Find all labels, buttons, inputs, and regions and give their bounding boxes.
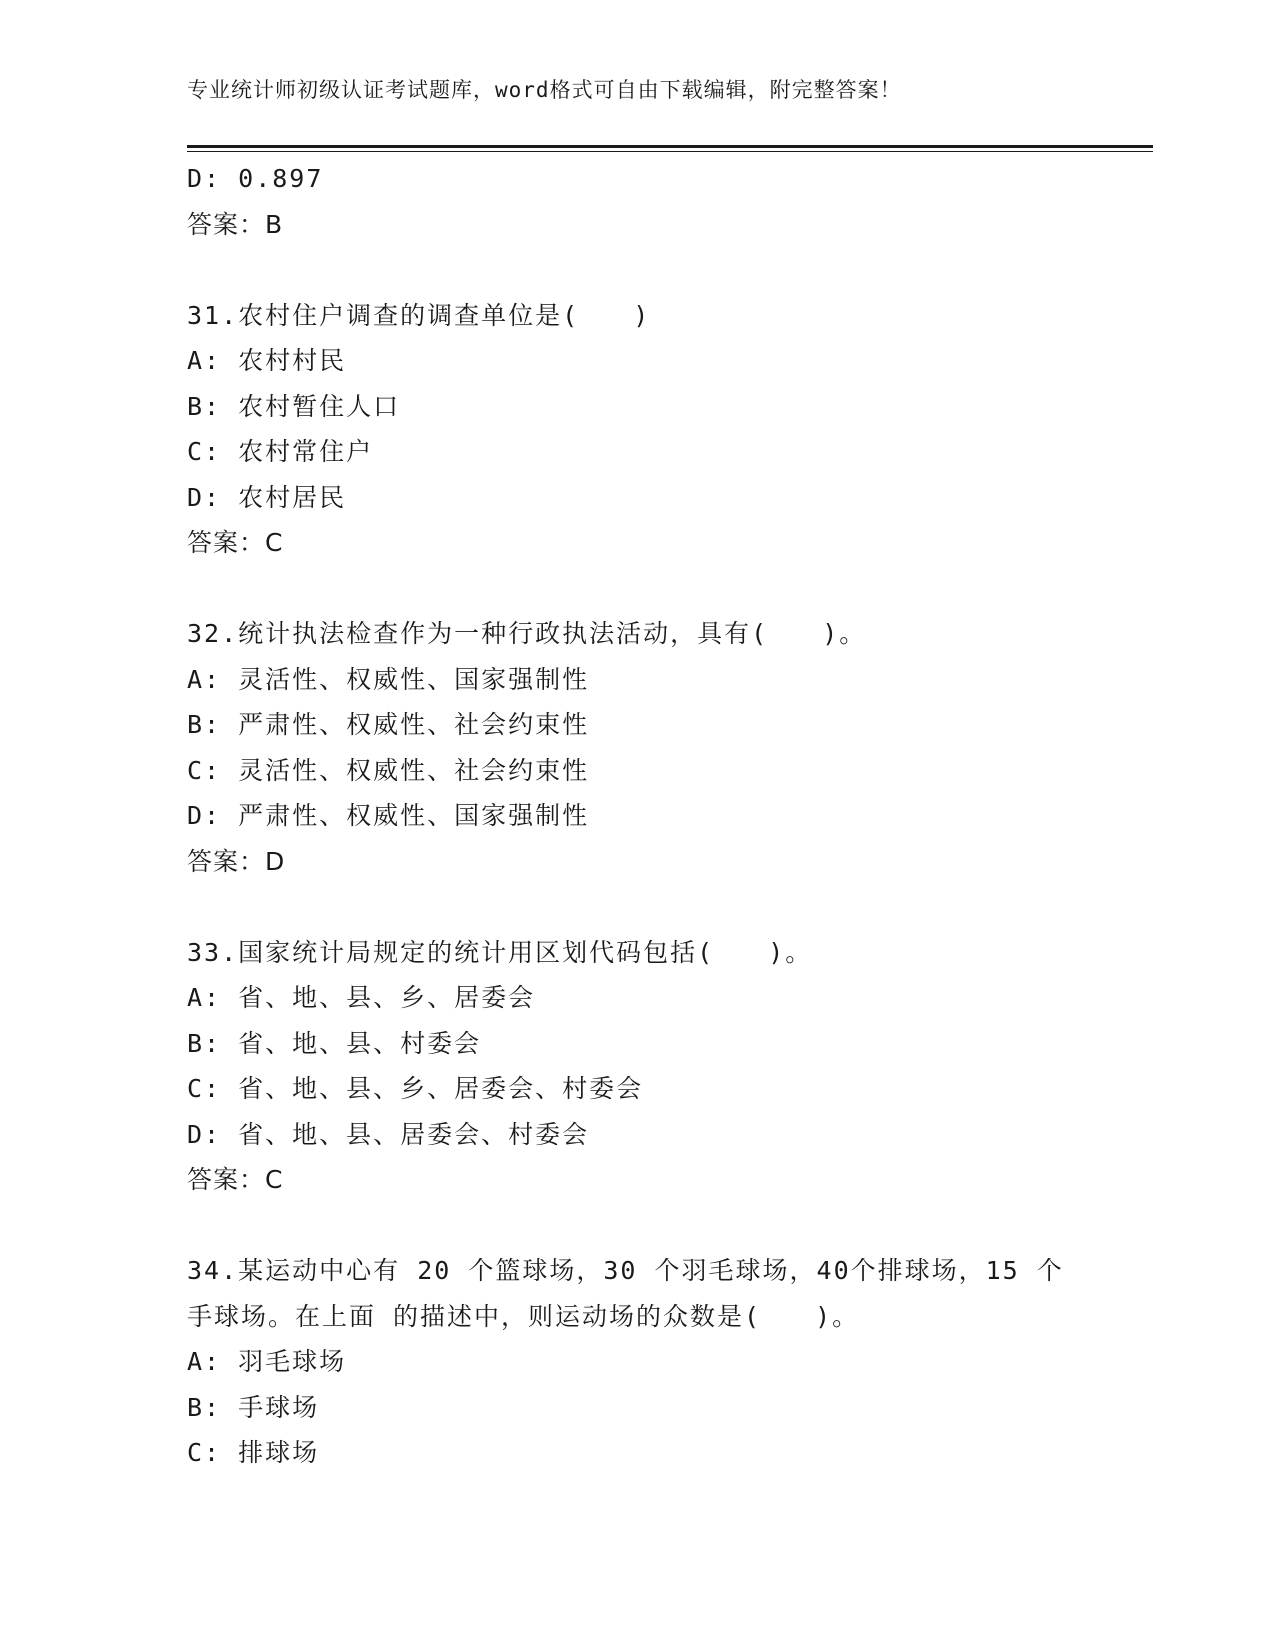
option-a: A: 农村村民	[187, 346, 347, 375]
question-stem-line-2: 手球场。在上面 的描述中，则运动场的众数是( )。	[187, 1301, 860, 1331]
option-d: D: 0.897	[187, 164, 324, 193]
question-33	[187, 930, 1087, 1203]
option-c: C: 排球场	[187, 1438, 320, 1467]
option-a: A: 灵活性、权威性、国家强制性	[187, 664, 590, 694]
spacer	[187, 566, 1087, 612]
option-b: B: 农村暂住人口	[187, 391, 401, 421]
option-b: B: 手球场	[187, 1392, 320, 1422]
option-c: C: 农村常住户	[187, 437, 374, 466]
option-b: B: 省、地、县、村委会	[187, 1028, 482, 1058]
option-a: A: 省、地、县、乡、居委会	[187, 983, 536, 1012]
header-rule-thin	[187, 151, 1153, 152]
option-c: C: 灵活性、权威性、社会约束性	[187, 755, 590, 785]
option-d: D: 农村居民	[187, 482, 347, 512]
spacer	[187, 247, 1087, 293]
question-34	[187, 1248, 1087, 1476]
question-stem: 31.农村住户调查的调查单位是( )	[187, 300, 651, 330]
question-stem-line-1: 34.某运动中心有 20 个篮球场，30 个羽毛球场，40个排球场，15 个	[187, 1256, 1064, 1285]
spacer	[187, 884, 1087, 930]
answer: 答案：B	[187, 209, 284, 239]
answer: 答案：C	[187, 528, 284, 557]
spacer	[187, 1203, 1087, 1249]
document-body	[187, 156, 1087, 1476]
option-b: B: 严肃性、权威性、社会约束性	[187, 710, 590, 739]
answer: 答案：C	[187, 1165, 284, 1194]
question-stem: 32.统计执法检查作为一种行政执法活动，具有( )。	[187, 619, 867, 648]
option-d: D: 省、地、县、居委会、村委会	[187, 1119, 590, 1149]
option-a: A: 羽毛球场	[187, 1347, 347, 1376]
option-d: D: 严肃性、权威性、国家强制性	[187, 801, 590, 830]
question-stem: 33.国家统计局规定的统计用区划代码包括( )。	[187, 937, 813, 967]
option-c: C: 省、地、县、乡、居委会、村委会	[187, 1074, 644, 1103]
header-rule-thick	[187, 145, 1153, 148]
answer: 答案：D	[187, 846, 286, 876]
page-header: 专业统计师初级认证考试题库，word格式可自由下载编辑，附完整答案！	[187, 78, 902, 102]
question-32	[187, 611, 1087, 884]
question-31	[187, 293, 1087, 566]
